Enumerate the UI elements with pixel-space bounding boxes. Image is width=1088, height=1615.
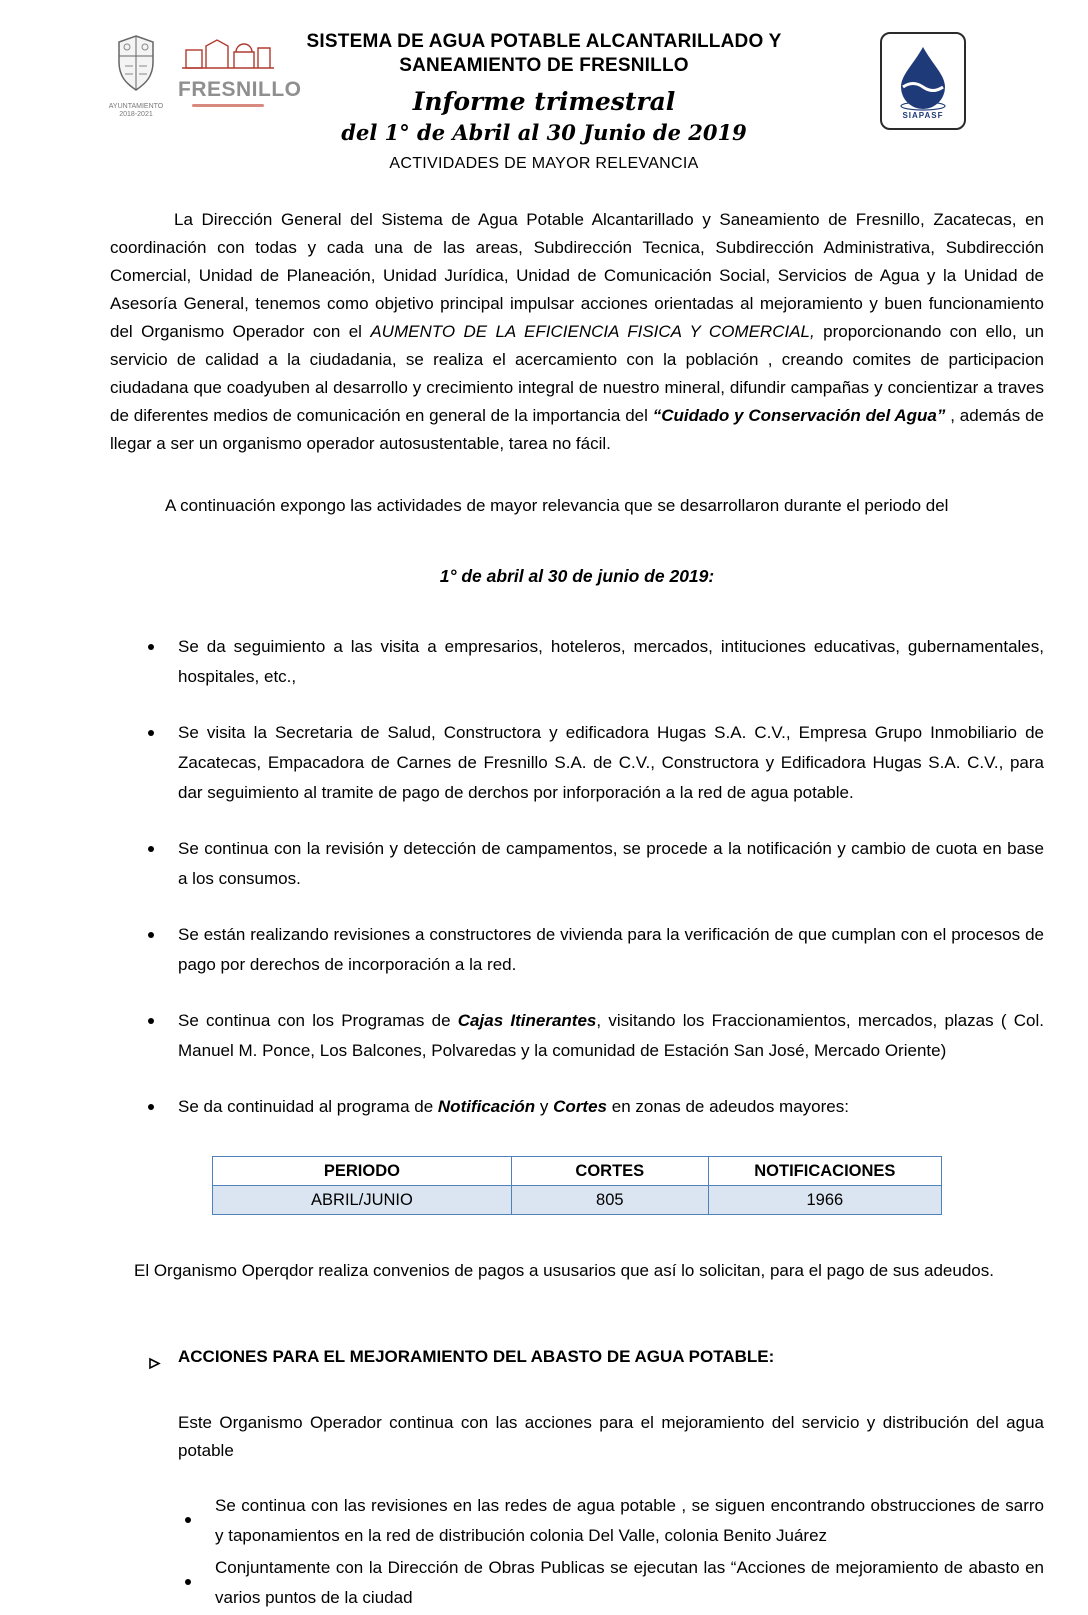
bullet-icon: [148, 920, 178, 980]
water-drop-icon: [894, 45, 952, 111]
bullet-icon: [148, 632, 178, 692]
municipal-logos: [108, 34, 302, 119]
text-segment: La Dirección General del Sistema de Agua Potable Alcantarillado y Saneamiento de Fresnillo, Zacatecas, en coordinación con todas y cada una de las areas, Subdirección Tecnica, Subdirección Administrativa, Subdirección Comercial, Unidad de Planeación, Unidad Jurídica, Unidad de Comunicación Social, Servicios de Agua y la Unidad de Asesoría General, tenemos como objetivo principal impulsar acciones orientadas al mejoramiento y buen funcionamiento del Organismo Operador con el: [110, 210, 1044, 341]
crest-caption-line2: 2018-2021: [119, 111, 153, 118]
bullet-text: Se continua con las revisiones en las redes de agua potable , se siguen encontrando obstrucciones de sarro y taponamientos en la red de distribución colonia Del Valle, colonia Benito Juárez: [215, 1496, 1044, 1545]
list-item: [110, 1006, 1044, 1066]
acciones-section-heading: [110, 1343, 1044, 1379]
bullet-text: Se visita la Secretaria de Salud, Constructora y edificadora Hugas S.A. C.V., Empresa Grupo Inmobiliario de Zacatecas, Empacadora de Carnes de Fresnillo S.A. de C.V., Constructora y Edificadora Hugas S.A. C.V., para dar seguimiento al tramite de pago de derchos por inforporación a la red de agua potable.: [178, 723, 1044, 802]
text-segment-bold-italic: Notificación: [437, 1097, 536, 1116]
text-segment: , además de llegar a ser un organismo operador autosustentable, tarea no fácil.: [110, 406, 1045, 453]
continuation-paragraph: A continuación expongo las actividades de mayor relevancia que se desarrollaron durante el periodo del: [165, 496, 949, 515]
crest-caption: [108, 103, 164, 119]
list-item: [110, 920, 1044, 980]
bullet-icon: [148, 1092, 178, 1122]
table-header-row: [213, 1157, 942, 1186]
bullet-text: [178, 1006, 1044, 1066]
header-text-block: [224, 30, 864, 176]
cell-cortes: 805: [511, 1186, 708, 1215]
text-segment-bold-italic: “Cuidado y Conservación del Agua”: [652, 406, 946, 425]
text-segment-italic: AUMENTO DE LA EFICIENCIA FISICA Y COMERCIAL,: [370, 322, 815, 341]
bullet-text: Se da seguimiento a las visita a empresarios, hoteleros, mercados, intituciones educativas, gubernamentales, hospitales, etc.,: [178, 637, 1044, 686]
bullet-icon: [185, 1491, 215, 1551]
list-item: [110, 834, 1044, 894]
siapasf-label: SIAPASF: [902, 111, 944, 120]
cortes-notificaciones-table: [212, 1156, 942, 1215]
document-header: [0, 0, 1088, 190]
convenios-paragraph: El Organismo Operqdor realiza convenios de pagos a ususarios que así lo solicitan, para el pago de sus adeudos.: [134, 1261, 994, 1280]
bullet-text: [178, 1092, 1044, 1122]
list-item: [110, 718, 1044, 808]
bullet-text: Se continua con la revisión y detección de campamentos, se procede a la notificación y cambio de cuota en base a los consumos.: [178, 839, 1044, 888]
ayuntamiento-crest-logo: [108, 34, 164, 119]
acciones-intro-paragraph: Este Organismo Operador continua con las acciones para el mejoramiento del servicio y distribución del agua potable: [178, 1413, 1044, 1460]
activities-subtitle: ACTIVIDADES DE MAYOR RELEVANCIA: [389, 155, 699, 172]
text-segment: en zonas de adeudos mayores:: [607, 1097, 849, 1116]
crest-caption-line1: AYUNTAMIENTO: [108, 103, 164, 110]
text-segment-bold-italic: Cajas Itinerantes: [457, 1011, 597, 1030]
text-segment: Se da continuidad al programa de: [178, 1097, 438, 1116]
bullet-text: Se están realizando revisiones a constructores de vivienda para la verificación de que cumplan con el procesos de pago por derechos de incorporación a la red.: [178, 925, 1044, 974]
siapasf-logo: [880, 32, 966, 130]
period-heading: 1° de abril al 30 de junio de 2019:: [439, 566, 715, 586]
document-body: [0, 206, 1088, 1613]
bullet-text: Conjuntamente con la Dirección de Obras Publicas se ejecutan las “Acciones de mejoramiento de abasto en varios puntos de la ciudad: [215, 1558, 1044, 1607]
section-heading-text: ACCIONES PARA EL MEJORAMIENTO DEL ABASTO DE AGUA POTABLE:: [178, 1347, 775, 1366]
fresnillo-logo: [178, 34, 302, 107]
crest-icon: [113, 34, 159, 92]
fresnillo-wordmark: FRESNILLO: [178, 78, 302, 101]
arrow-bullet-icon: [148, 1343, 178, 1379]
list-item: [110, 632, 1044, 692]
bullet-icon: [148, 1006, 178, 1066]
text-segment: proporcionando con ello, un servicio de calidad a la ciudadania, se realiza el acercamiento con la población , creando comites de participacion ciudadana que coadyuben al desarrollo y crecimiento integral de nuestro mineral, difundir campañas y concientizar a traves de diferentes medios de comunicación en general de la importancia del: [110, 322, 1045, 425]
activities-bullet-list: [110, 632, 1044, 1122]
text-segment: Se continua con los Programas de: [178, 1011, 458, 1030]
document-title-line1: SISTEMA DE AGUA POTABLE ALCANTARILLADO Y: [306, 31, 782, 52]
document-title-line2: SANEAMIENTO DE FRESNILLO: [399, 55, 689, 76]
column-header-notificaciones: NOTIFICACIONES: [708, 1157, 941, 1186]
bullet-icon: [185, 1553, 215, 1613]
bullet-icon: [148, 834, 178, 894]
list-item: [110, 1553, 1044, 1613]
bullet-icon: [148, 718, 178, 808]
cell-notificaciones: 1966: [708, 1186, 941, 1215]
text-segment-bold-italic: Cortes: [553, 1097, 608, 1116]
fresnillo-buildings-icon: [182, 34, 274, 70]
text-segment: y: [535, 1097, 554, 1116]
column-header-periodo: PERIODO: [213, 1157, 512, 1186]
column-header-cortes: CORTES: [511, 1157, 708, 1186]
cell-periodo: ABRIL/JUNIO: [213, 1186, 512, 1215]
table-row: [213, 1186, 942, 1215]
list-item: [110, 1491, 1044, 1551]
fresnillo-tagline: [192, 104, 264, 107]
report-period-line: del 1° de Abril al 30 Junio de 2019: [341, 120, 747, 145]
acciones-bullet-list: [110, 1491, 1044, 1613]
list-item: [110, 1092, 1044, 1122]
intro-paragraph: [110, 206, 1044, 458]
text-segment: , visitando los Fraccionamientos, mercados, plazas ( Col. Manuel M. Ponce, Los Balcones, Polvaredas y la comunidad de Estación San José, Mercado Oriente): [178, 1011, 1044, 1060]
report-type-line: Informe trimestral: [412, 87, 676, 116]
